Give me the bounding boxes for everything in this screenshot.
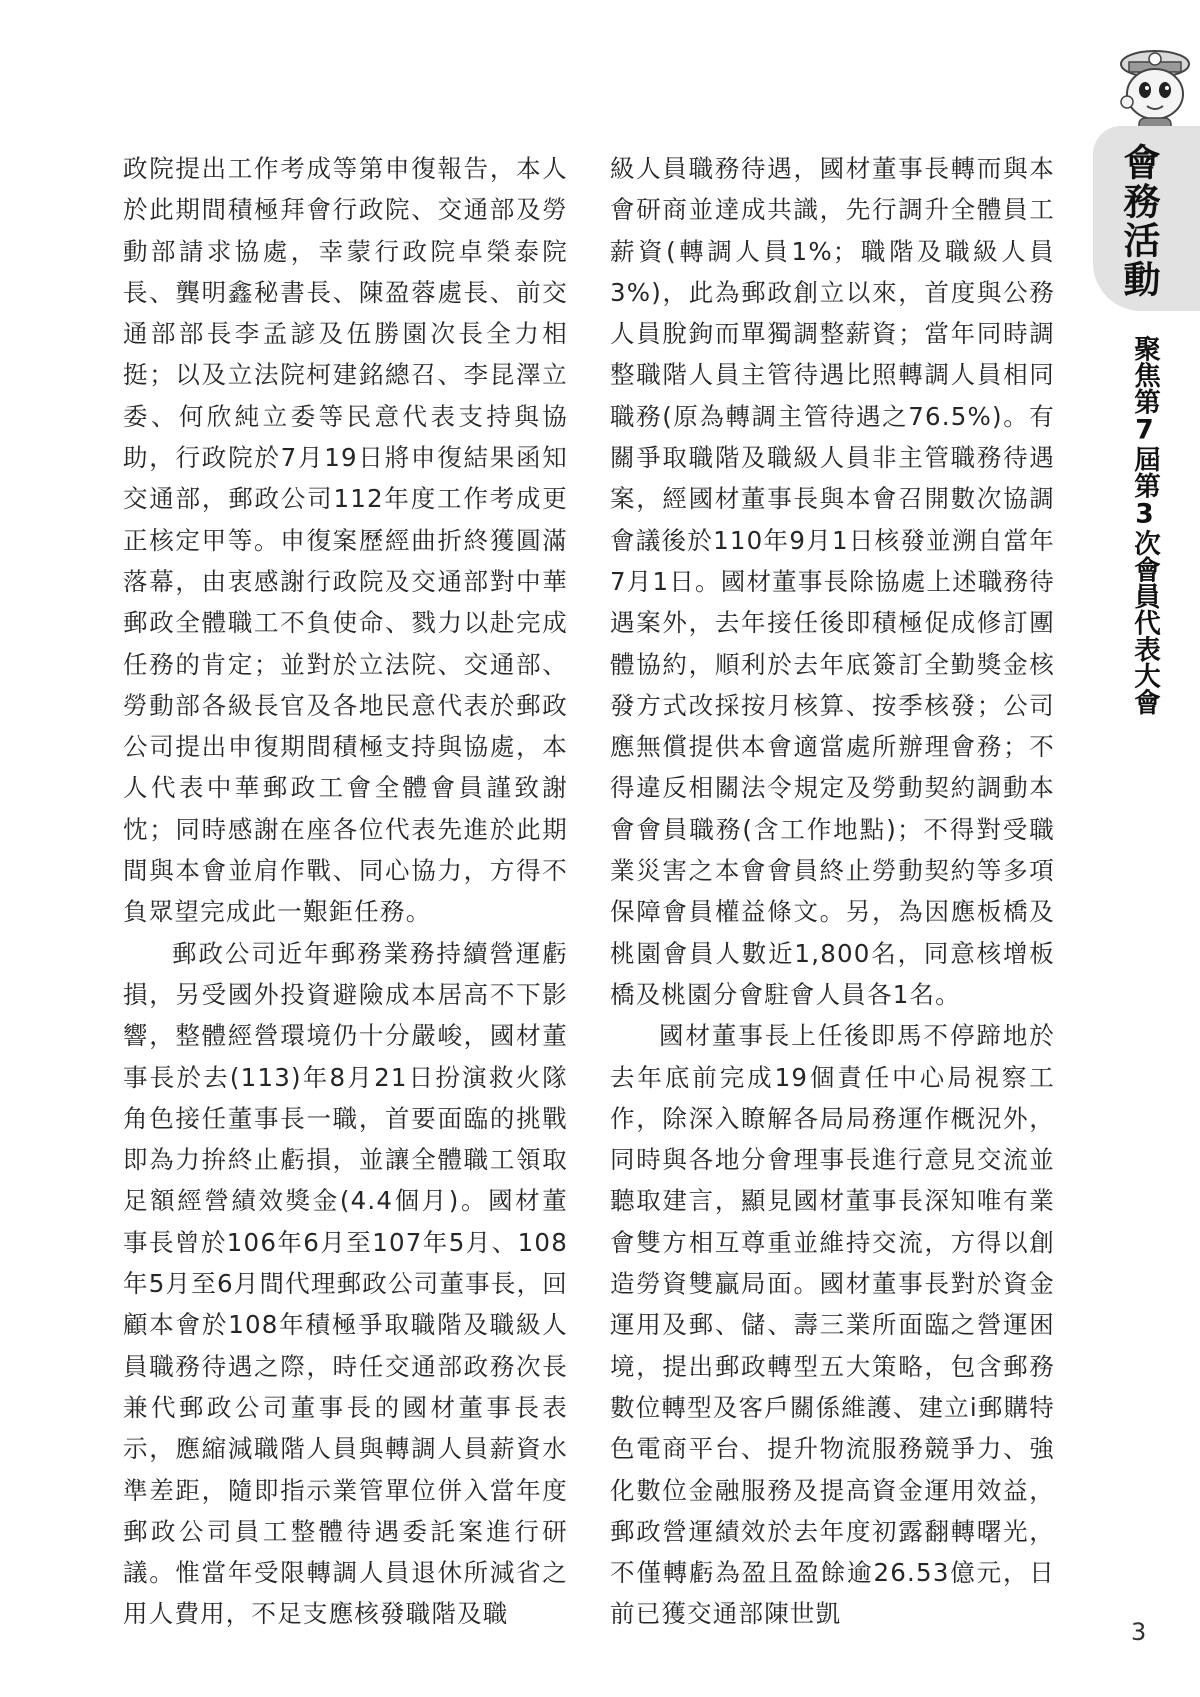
section-title: 會務活動 xyxy=(1117,143,1161,299)
left-text-column xyxy=(123,148,568,1635)
paragraph: 級人員職務待遇，國材董事長轉而與本會研商並達成共識，先行調升全體員工薪資(轉調人員1%；職階及職級人員3%)，此為郵政創立以來，首度與公務人員脫鉤而單獨調整薪資；當年同時調整職階人員主管待遇比照轉調人員相同職務(原為轉調主管待遇之76.5%)。有關爭取職階及職級人員非主管職務待遇案，經國材董事長與本會召開數次協調會議後於110年9月1日核發並溯自當年7月1日。國材董事長除協處上述職務待遇案外，去年接任後即積極促成修訂團體協約，順利於去年底簽訂全勤獎金核發方式改採按月核算、按季核發；公司應無償提供本會適當處所辦理會務；不得違反相關法令規定及勞動契約調動本會會員職務(含工作地點)；不得對受職業災害之本會會員終止勞動契約等多項保障會員權益條文。另，為因應板橋及桃園會員人數近1,800名，同意核增板橋及桃園分會駐會人員各1名。 xyxy=(610,154,1055,1009)
paragraph: 國材董事長上任後即馬不停蹄地於去年底前完成19個責任中心局視察工作，除深入瞭解各局局務運作概況外，同時與各地分會理事長進行意見交流並聽取建言，顯見國材董事長深知唯有業會雙方相互尊重並維持交流，方得以創造勞資雙贏局面。國材董事長對於資金運用及郵、儲、壽三業所面臨之營運困境，提出郵政轉型五大策略，包含郵務數位轉型及客戶關係維護、建立i郵購特色電商平台、提升物流服務競爭力、強化數位金融服務及提高資金運用效益，郵政營運績效於去年度初露翻轉曙光，不僅轉虧為盈且盈餘逾26.53億元，日前已獲交通部陳世凱 xyxy=(610,1021,1055,1629)
right-text-column xyxy=(610,148,1055,1635)
section-subtitle: 聚焦第7屆第3次會員代表大會 xyxy=(1129,335,1160,715)
paragraph: 政院提出工作考成等第申復報告，本人於此期間積極拜會行政院、交通部及勞動部請求協處，幸蒙行政院卓榮泰院長、龔明鑫秘書長、陳盈蓉處長、前交通部部長李孟諺及伍勝園次長全力相挺；以及立法院柯建銘總召、李昆澤立委、何欣純立委等民意代表支持與協助，行政院於7月19日將申復結果函知交通部，郵政公司112年度工作考成更正核定甲等。申復案歷經曲折終獲圓滿落幕，由衷感謝行政院及交通部對中華郵政全體職工不負使命、戮力以赴完成任務的肯定；並對於立法院、交通部、勞動部各級長官及各地民意代表於郵政公司提出申復期間積極支持與協處，本人代表中華郵政工會全體會員謹致謝忱；同時感謝在座各位代表先進於此期間與本會並肩作戰、同心協力，方得不負眾望完成此一艱鉅任務。 xyxy=(123,154,568,927)
page-number: 3 xyxy=(1131,1618,1147,1646)
paragraph: 郵政公司近年郵務業務持續營運虧損，另受國外投資避險成本居高不下影響，整體經營環境仍十分嚴峻，國材董事長於去(113)年8月21日扮演救火隊角色接任董事長一職，首要面臨的挑戰即為力拚終止虧損，並讓全體職工領取足額經營績效獎金(4.4個月)。國材董事長曾於106年6月至107年5月、108年5月至6月間代理郵政公司董事長，回顧本會於108年積極爭取職階及職級人員職務待遇之際，時任交通部政務次長兼代郵政公司董事長的國材董事長表示，應縮減職階人員與轉調人員薪資水準差距，隨即指示業管單位併入當年度郵政公司員工整體待遇委託案進行研議。惟當年受限轉調人員退休所減省之用人費用，不足支應核發職階及職 xyxy=(123,938,568,1629)
